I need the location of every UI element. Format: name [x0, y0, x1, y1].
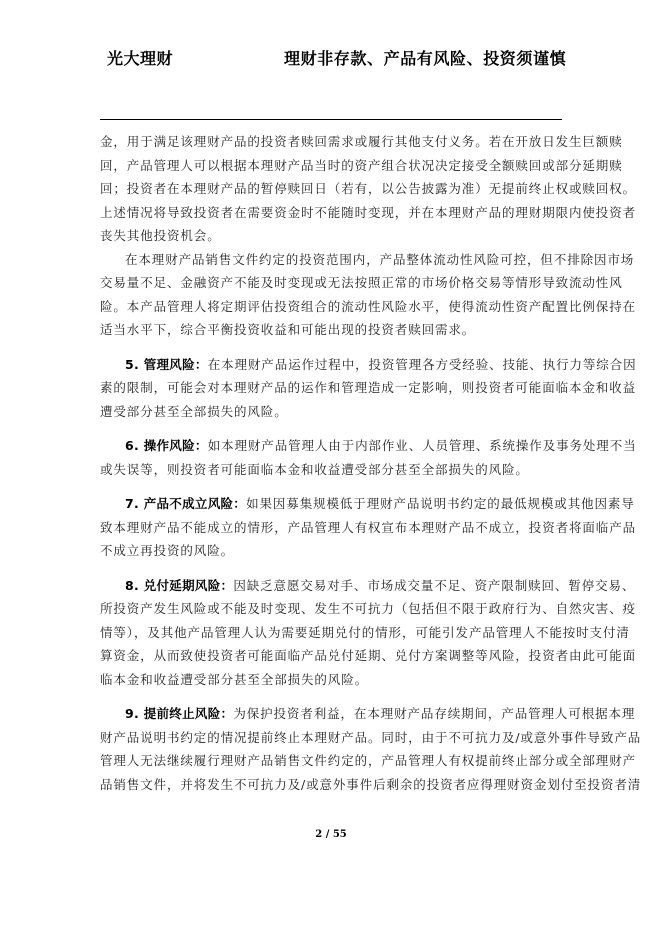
text-line: 致本理财产品不能成立的情形，产品管理人有权宣布本理财产品不成立，投资者将面临产品	[100, 519, 637, 535]
text-line: 交易量不足、金融资产不能及时变现或无法按照正常的市场价格交易等情形导致流动性风	[100, 275, 623, 290]
text-line: 素的限制，可能会对本理财产品的运作和管理造成一定影响，则投资者可能面临本金和收益	[100, 380, 637, 395]
section-heading: 5. 管理风险：	[125, 356, 208, 372]
text-line: 金，用于满足该理财产品的投资者赎回需求或履行其他支付义务。若在开放日发生巨额赎	[100, 134, 623, 149]
text-run: 如果因募集规模低于理财产品说明书约定的最低规模或其他因素导	[246, 496, 635, 511]
text-line: 情等），及其他产品管理人认为需要延期兑付的情形，可能引发产品管理人不能按时支付清	[100, 624, 630, 640]
paragraph-non-establishment-risk	[100, 492, 637, 563]
paragraph-operational-risk	[100, 434, 637, 481]
text-line: 险。本产品管理人将定期评估投资组合的流动性风险水平，使得流动性资产配置比例保持在	[100, 298, 637, 314]
text-line: 上述情况将导致投资者在需要资金时不能随时变现，并在本理财产品的理财期限内使投资者	[100, 204, 637, 220]
text-line: 在本理财产品销售文件约定的投资范围内，产品整体流动性风险可控，但不排除因市场	[125, 251, 635, 267]
text-line: 财产品说明书约定的情况提前终止本理财产品。同时，由于不可抗力及/或意外事件导致产品	[100, 729, 642, 745]
section-heading: 6. 操作风险：	[125, 438, 208, 453]
text-line: 适当水平下，综合平衡投资收益和可能出现的投资者赎回需求。	[100, 322, 476, 337]
section-heading: 8. 兑付延期风险：	[125, 577, 234, 593]
text-line: 或失误等，则投资者可能面临本金和收益遭受部分甚至全部损失的风险。	[100, 461, 529, 477]
text-line: 遭受部分甚至全部损失的风险。	[100, 403, 288, 419]
text-line: 临本金和收益遭受部分甚至全部损失的风险。	[100, 671, 369, 687]
paragraph-payment-delay-risk	[100, 574, 637, 692]
paragraph-management-risk	[100, 353, 637, 424]
paragraph-liquidity	[100, 248, 637, 342]
text-run: 如本理财产品管理人由于内部作业、人员管理、系统操作及事务处理不当	[207, 438, 637, 453]
text-run: 在本理财产品运作过程中，投资管理各方受经验、技能、执行力等综合因	[207, 356, 637, 372]
text-line: 所投资产发生风险或不能及时变现、发生不可抗力（包括但不限于政府行为、自然灾害、疫	[100, 601, 637, 616]
section-heading: 7. 产品不成立风险：	[125, 496, 247, 511]
text-run: 为保护投资者利益，在本理财产品存续期间，产品管理人可根据本理	[233, 706, 636, 721]
text-run: 因缺乏意愿交易对手、市场成交量不足、资产限制赎回、暂停交易、	[233, 577, 636, 593]
paragraph-early-termination-risk	[100, 702, 642, 796]
text-line: 回；投资者在本理财产品的暂停赎回日（若有，以公告披露为准）无提前终止权或赎回权。	[100, 181, 637, 196]
document-body	[100, 130, 642, 796]
header-slogan: 理财非存款、产品有风险、投资须谨慎	[284, 49, 567, 68]
text-line: 回，产品管理人可以根据本理财产品当时的资产组合状况决定接受全额赎回或部分延期赎	[100, 157, 623, 173]
text-line: 算资金，从而致使投资者可能面临产品兑付延期、兑付方案调整等风险，投资者由此可能面	[100, 648, 637, 663]
page-number: 2 / 55	[315, 829, 347, 840]
section-heading: 9. 提前终止风险：	[125, 706, 234, 721]
text-line: 不成立再投资的风险。	[100, 543, 235, 558]
paragraph-redemption-continued	[100, 130, 637, 248]
text-line: 丧失其他投资机会。	[100, 228, 221, 243]
header-divider	[100, 119, 562, 120]
text-line: 品销售文件，并将发生不可抗力及/或意外事件后剩余的投资者应得理财资金划付至投资者清	[100, 776, 642, 792]
text-line: 管理人无法继续履行理财产品销售文件约定的，产品管理人有权提前终止部分或全部理财产	[100, 753, 637, 768]
header-brand: 光大理财	[107, 49, 174, 68]
